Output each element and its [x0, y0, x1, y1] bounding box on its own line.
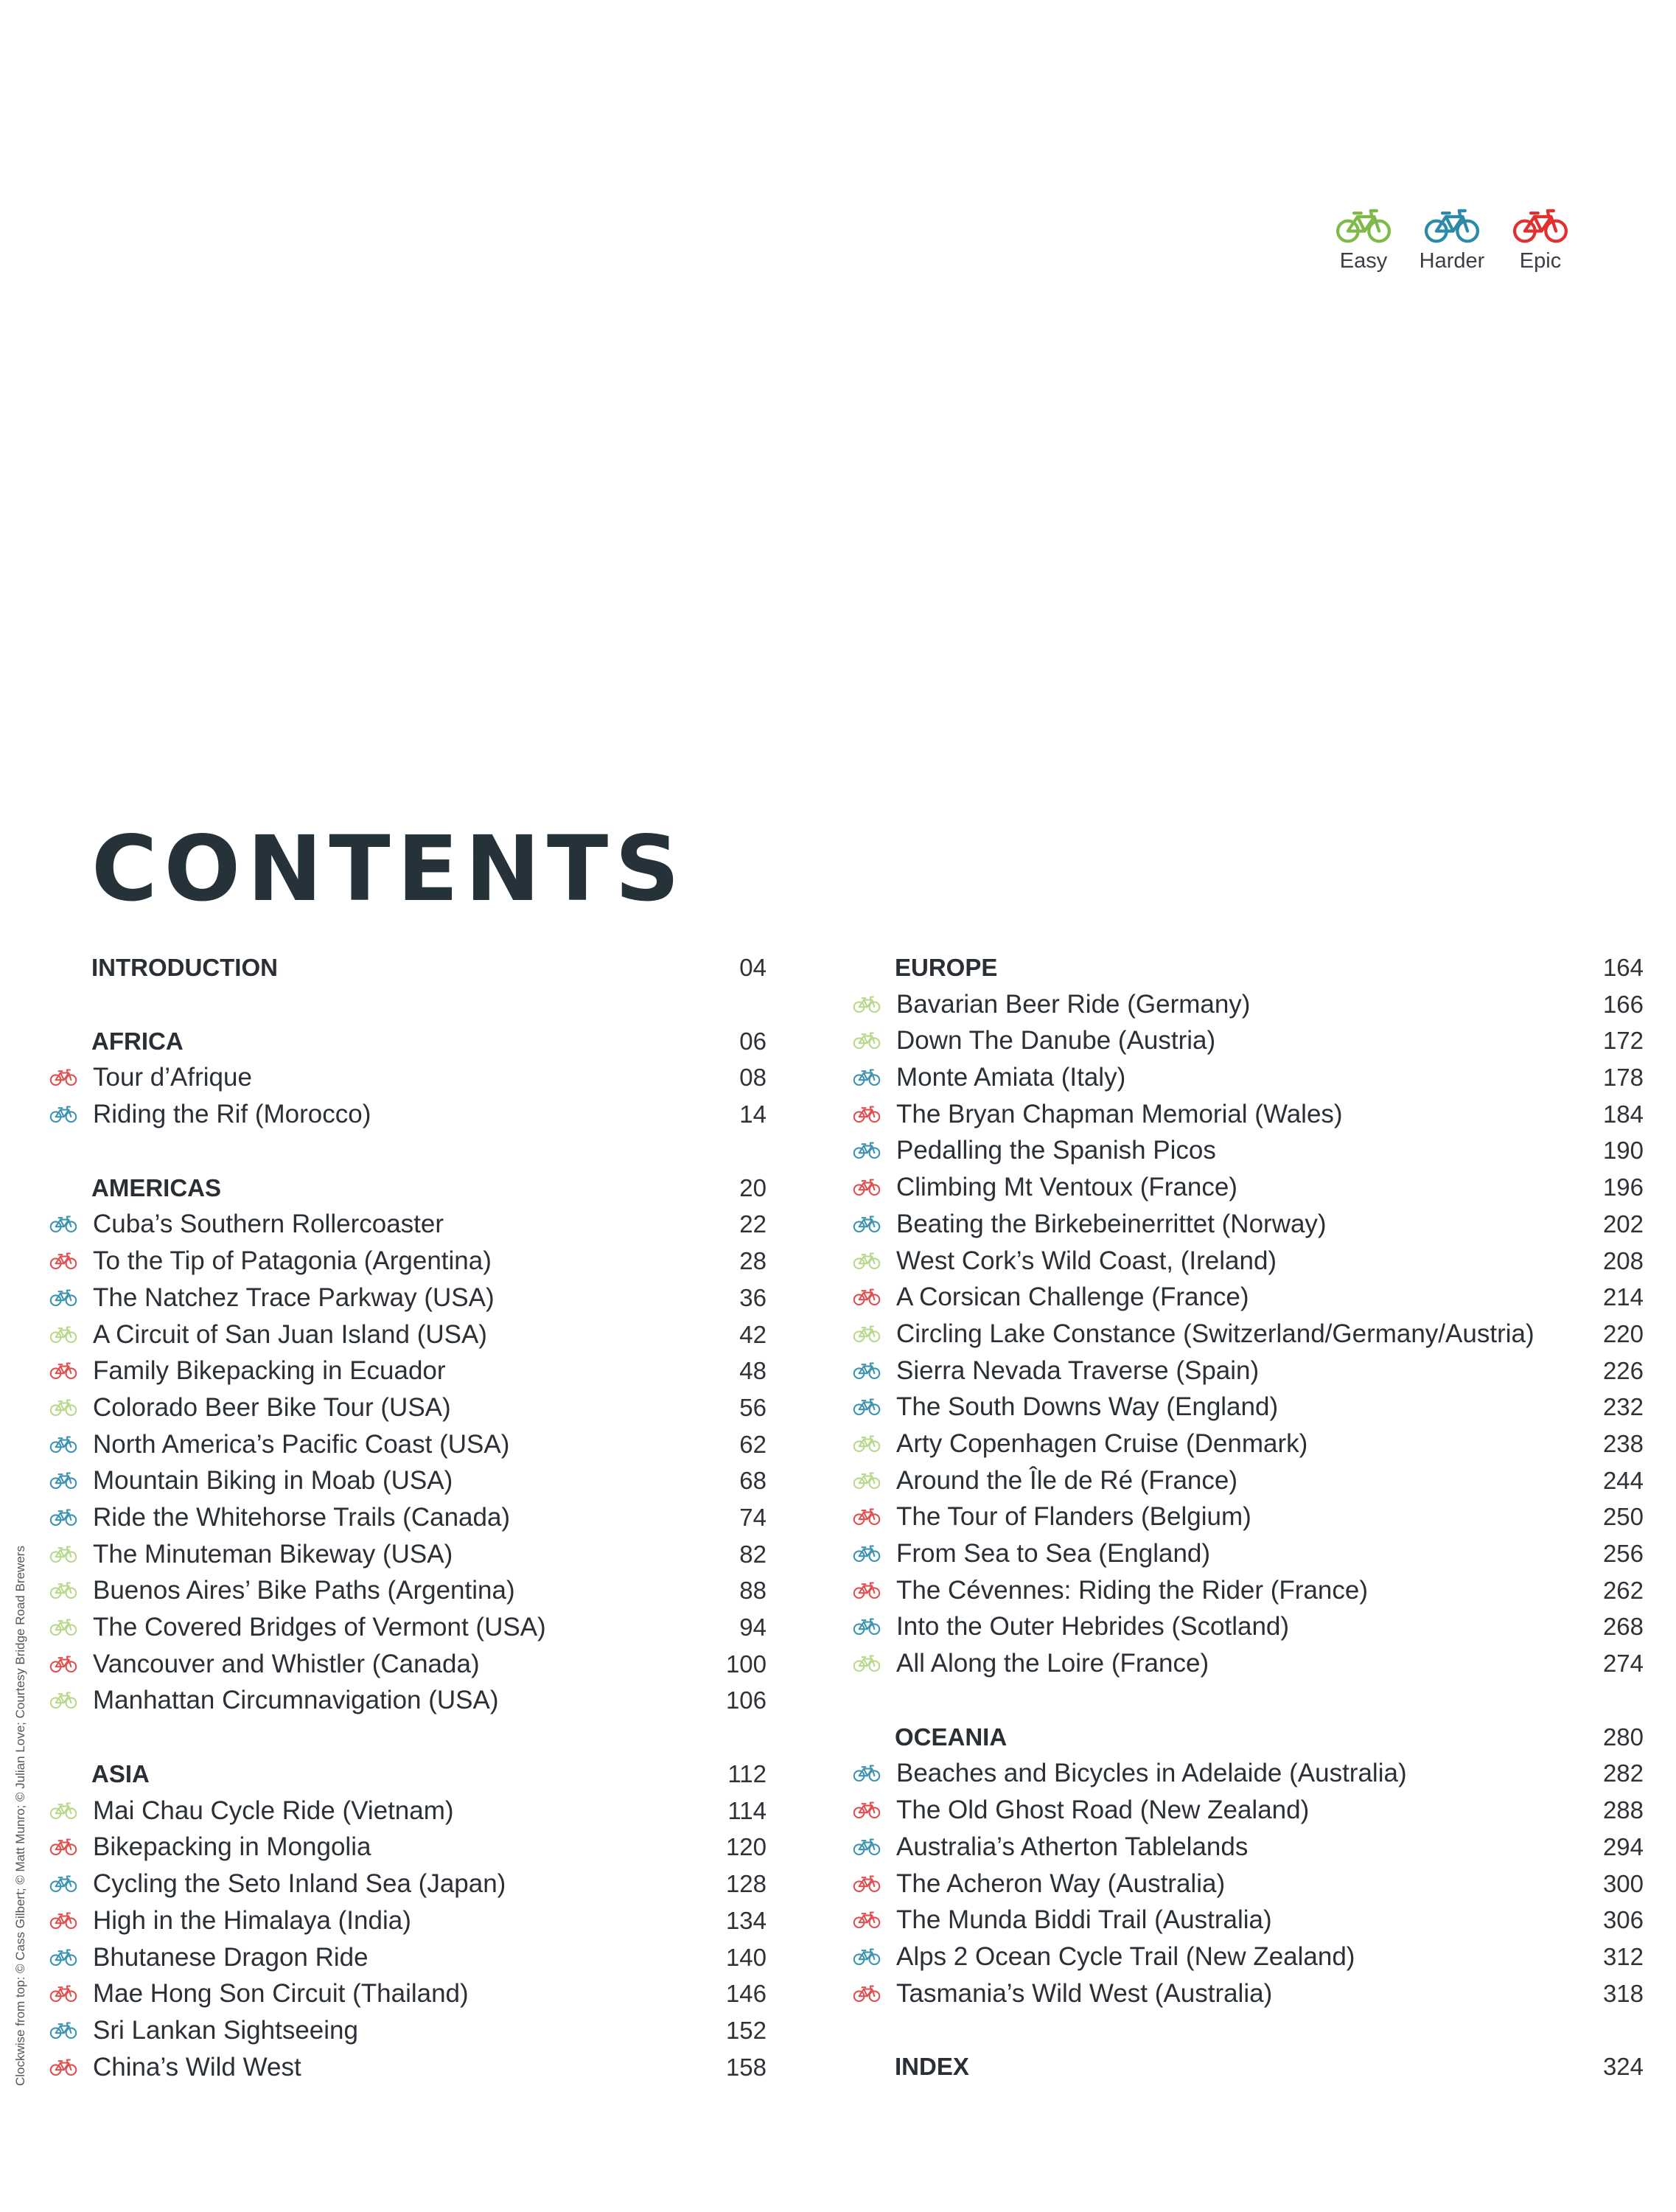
section-heading-row	[848, 2048, 1644, 2085]
toc-entry	[848, 1462, 1644, 1499]
page-number: 312	[1602, 1942, 1644, 1970]
bicycle-icon	[49, 1619, 78, 1636]
bicycle-icon	[49, 1985, 78, 2003]
bicycle-icon	[49, 2022, 78, 2040]
legend-label: Epic	[1519, 249, 1562, 273]
contents-column-right	[848, 949, 1644, 2122]
bicycle-icon	[49, 1362, 78, 1380]
toc-entry	[44, 1499, 767, 1536]
section-heading-row	[44, 949, 767, 986]
entry-title: Monte Amiata (Italy)	[896, 1063, 1126, 1092]
page-number: 152	[725, 2016, 767, 2044]
toc-entry	[44, 1316, 767, 1353]
toc-entry	[44, 1829, 767, 1866]
bicycle-icon	[852, 1325, 881, 1343]
bicycle-icon	[852, 1838, 881, 1856]
entry-title: A Circuit of San Juan Island (USA)	[93, 1319, 487, 1349]
bicycle-icon	[49, 1949, 78, 1967]
bicycle-icon	[852, 1398, 881, 1416]
bicycle-icon	[852, 1985, 881, 2003]
page-number: 04	[739, 954, 767, 981]
entry-title: The Bryan Chapman Memorial (Wales)	[896, 1099, 1343, 1128]
page-number: 158	[725, 2053, 767, 2081]
bicycle-icon	[852, 1106, 881, 1123]
entry-title: China’s Wild West	[93, 2052, 301, 2082]
entry-title: Down The Danube (Austria)	[896, 1026, 1216, 1056]
legend-easy	[1319, 208, 1408, 273]
page-number: 120	[725, 1833, 767, 1861]
entry-title: Mountain Biking in Moab (USA)	[93, 1466, 453, 1496]
toc-entry	[848, 1243, 1644, 1280]
toc-entry	[44, 1096, 767, 1133]
page-number: 94	[739, 1613, 767, 1641]
entry-title: Circling Lake Constance (Switzerland/Germany/Austria)	[896, 1319, 1534, 1348]
toc-entry	[848, 1316, 1644, 1353]
toc-entry	[44, 1793, 767, 1829]
bicycle-icon	[49, 1326, 78, 1344]
entry-title: Cuba’s Southern Rollercoaster	[93, 1210, 444, 1239]
entry-title: Bavarian Beer Ride (Germany)	[896, 989, 1251, 1019]
contents-section	[44, 1170, 767, 1719]
toc-entry	[848, 1792, 1644, 1829]
bicycle-icon	[852, 1435, 881, 1453]
page-number: 74	[739, 1503, 767, 1531]
difficulty-legend	[1319, 208, 1577, 289]
toc-entry	[848, 1059, 1644, 1096]
page-number: 288	[1602, 1796, 1644, 1824]
page-number: 280	[1602, 1723, 1644, 1751]
bicycle-icon	[852, 1582, 881, 1599]
bicycle-icon	[852, 1179, 881, 1196]
toc-entry	[848, 1353, 1644, 1389]
section-heading: AFRICA	[91, 1027, 184, 1055]
toc-entry	[848, 1022, 1644, 1059]
entry-title: Beaches and Bicycles in Adelaide (Australia)	[896, 1759, 1407, 1788]
section-heading-row	[44, 1756, 767, 1793]
toc-entry	[848, 1645, 1644, 1682]
entry-title: The Munda Biddi Trail (Australia)	[896, 1905, 1272, 1935]
entry-title: Manhattan Circumnavigation (USA)	[93, 1686, 499, 1715]
section-heading-row	[44, 1023, 767, 1060]
page-title: CONTENTS	[91, 817, 687, 921]
page-number: 68	[739, 1467, 767, 1495]
page-number: 128	[725, 1870, 767, 1898]
entry-title: The Tour of Flanders (Belgium)	[896, 1502, 1251, 1532]
contents-column-left	[44, 949, 767, 2122]
page-number: 172	[1602, 1027, 1644, 1055]
toc-entry	[44, 1389, 767, 1426]
toc-entry	[44, 1426, 767, 1463]
contents-section	[848, 2048, 1644, 2085]
page-number: 202	[1602, 1210, 1644, 1238]
bicycle-icon	[49, 2059, 78, 2076]
section-heading: OCEANIA	[895, 1723, 1008, 1751]
entry-title: High in the Himalaya (India)	[93, 1905, 411, 1935]
toc-entry	[848, 986, 1644, 1023]
bicycle-icon	[852, 1215, 881, 1233]
page-number: 220	[1602, 1319, 1644, 1347]
toc-entry	[44, 1059, 767, 1096]
bicycle-icon	[852, 1288, 881, 1306]
entry-title: The Covered Bridges of Vermont (USA)	[93, 1613, 546, 1641]
bicycle-icon	[49, 1692, 78, 1709]
bicycle-icon	[49, 1106, 78, 1123]
legend-label: Harder	[1419, 249, 1485, 273]
toc-entry	[848, 1169, 1644, 1206]
entry-title: The Cévennes: Riding the Rider (France)	[896, 1575, 1369, 1605]
page-number: 300	[1602, 1869, 1644, 1897]
contents-section	[848, 1719, 1644, 2012]
bicycle-icon	[852, 1911, 881, 1929]
bicycle-icon	[49, 1399, 78, 1417]
page-number: 08	[739, 1064, 767, 1092]
entry-title: West Cork’s Wild Coast, (Ireland)	[896, 1246, 1277, 1275]
page-number: 184	[1602, 1100, 1644, 1128]
toc-entry	[44, 1682, 767, 1719]
page-number: 100	[725, 1650, 767, 1678]
toc-entry	[44, 1902, 767, 1939]
entry-title: Tour d’Afrique	[93, 1063, 252, 1092]
bicycle-icon	[852, 1948, 881, 1966]
page-number: 318	[1602, 1979, 1644, 2007]
entry-title: A Corsican Challenge (France)	[896, 1283, 1249, 1312]
toc-entry	[848, 1132, 1644, 1169]
bicycle-icon	[49, 1838, 78, 1856]
page-number: 190	[1602, 1137, 1644, 1165]
bicycle-icon	[49, 1215, 78, 1233]
toc-entry	[44, 1462, 767, 1499]
entry-title: Arty Copenhagen Cruise (Denmark)	[896, 1428, 1308, 1458]
toc-entry	[44, 1975, 767, 2012]
entry-title: Beating the Birkebeinerrittet (Norway)	[896, 1209, 1327, 1238]
page-number: 112	[727, 1760, 767, 1788]
bicycle-icon	[49, 1252, 78, 1270]
page-number: 324	[1602, 2053, 1644, 2081]
bicycle-icon	[1408, 208, 1496, 245]
page-number: 166	[1602, 990, 1644, 1018]
bicycle-icon	[852, 1362, 881, 1380]
entry-title: Mai Chau Cycle Ride (Vietnam)	[93, 1796, 454, 1825]
toc-entry	[848, 1206, 1644, 1243]
section-heading: AMERICAS	[91, 1173, 222, 1201]
contents-section	[848, 949, 1644, 1682]
toc-entry	[44, 1243, 767, 1280]
entry-title: Ride the Whitehorse Trails (Canada)	[93, 1502, 511, 1532]
bicycle-icon	[852, 1801, 881, 1819]
page-number: 62	[739, 1430, 767, 1458]
toc-entry	[44, 1280, 767, 1316]
entry-title: Climbing Mt Ventoux (France)	[896, 1173, 1237, 1202]
bicycle-icon	[852, 1472, 881, 1490]
page-number: 256	[1602, 1540, 1644, 1567]
section-heading: INTRODUCTION	[91, 954, 278, 981]
bicycle-icon	[852, 1142, 881, 1159]
entry-title: To the Tip of Patagonia (Argentina)	[93, 1246, 492, 1276]
toc-entry	[44, 2012, 767, 2049]
page-number: 14	[739, 1100, 767, 1128]
page-number: 232	[1602, 1393, 1644, 1421]
page-number: 196	[1602, 1173, 1644, 1201]
bicycle-icon	[49, 1912, 78, 1930]
entry-title: Australia’s Atherton Tablelands	[896, 1832, 1249, 1861]
toc-entry	[848, 1498, 1644, 1535]
page-number: 294	[1602, 1832, 1644, 1860]
bicycle-icon	[49, 1655, 78, 1673]
page-number: 134	[725, 1906, 767, 1934]
toc-entry	[44, 1609, 767, 1646]
page-number: 164	[1602, 954, 1644, 981]
bicycle-icon	[49, 1582, 78, 1599]
bicycle-icon	[852, 1875, 881, 1893]
page-number: 178	[1602, 1064, 1644, 1092]
contents-section	[44, 949, 767, 986]
page-number: 06	[739, 1027, 767, 1055]
bicycle-icon	[852, 1655, 881, 1672]
page-number: 106	[725, 1686, 767, 1714]
toc-entry	[848, 1426, 1644, 1462]
toc-entry	[44, 2049, 767, 2086]
entry-title: Alps 2 Ocean Cycle Trail (New Zealand)	[896, 1941, 1355, 1971]
bicycle-icon	[49, 1069, 78, 1086]
toc-entry	[848, 1829, 1644, 1866]
entry-title: The Old Ghost Road (New Zealand)	[896, 1796, 1310, 1825]
page-number: 244	[1602, 1466, 1644, 1494]
toc-entry	[44, 1646, 767, 1683]
toc-entry	[848, 1975, 1644, 2012]
page-number: 36	[739, 1283, 767, 1311]
entry-title: The South Downs Way (England)	[896, 1392, 1279, 1422]
entry-title: Into the Outer Hebrides (Scotland)	[896, 1612, 1290, 1641]
entry-title: Buenos Aires’ Bike Paths (Argentina)	[93, 1576, 515, 1605]
toc-entry	[848, 1535, 1644, 1572]
legend-harder	[1408, 208, 1496, 273]
toc-entry	[848, 1608, 1644, 1645]
legend-epic	[1496, 208, 1585, 273]
section-heading: INDEX	[895, 2053, 969, 2081]
page-number: 262	[1602, 1576, 1644, 1604]
entry-title: North America’s Pacific Coast (USA)	[93, 1429, 510, 1459]
page-number: 22	[739, 1210, 767, 1238]
entry-title: Sierra Nevada Traverse (Spain)	[896, 1356, 1260, 1385]
entry-title: Colorado Beer Bike Tour (USA)	[93, 1392, 451, 1422]
entry-title: Pedalling the Spanish Picos	[896, 1136, 1216, 1165]
entry-title: Cycling the Seto Inland Sea (Japan)	[93, 1869, 506, 1899]
bicycle-icon	[1496, 208, 1585, 245]
section-heading-row	[44, 1170, 767, 1207]
bicycle-icon	[852, 1252, 881, 1270]
entry-title: Tasmania’s Wild West (Australia)	[896, 1978, 1273, 2008]
toc-entry	[44, 1866, 767, 1902]
toc-entry	[44, 1939, 767, 1976]
section-heading-row	[848, 1719, 1644, 1756]
toc-entry	[44, 1206, 767, 1243]
toc-entry	[44, 1572, 767, 1609]
toc-entry	[848, 1939, 1644, 1975]
legend-label: Easy	[1339, 249, 1388, 273]
entry-title: The Acheron Way (Australia)	[896, 1869, 1226, 1898]
bicycle-icon	[852, 1508, 881, 1526]
contents-section	[44, 1023, 767, 1133]
photo-credit: Clockwise from top: © Cass Gilbert; © Matt Munro; © Julian Love; Courtesy Bridge Road Brewers	[13, 1546, 27, 2086]
page-number: 238	[1602, 1429, 1644, 1457]
page-number: 146	[725, 1980, 767, 2008]
bicycle-icon	[852, 1545, 881, 1563]
entry-title: Bikepacking in Mongolia	[93, 1832, 371, 1862]
bicycle-icon	[852, 1069, 881, 1086]
section-heading-row	[848, 949, 1644, 986]
contents-section	[44, 1756, 767, 2085]
entry-title: The Natchez Trace Parkway (USA)	[93, 1283, 495, 1312]
page-number: 56	[739, 1393, 767, 1421]
page-number: 282	[1602, 1759, 1644, 1787]
page-number: 140	[725, 1943, 767, 1971]
entry-title: Vancouver and Whistler (Canada)	[93, 1649, 480, 1678]
toc-entry	[848, 1389, 1644, 1426]
bicycle-icon	[49, 1289, 78, 1307]
bicycle-icon	[852, 1618, 881, 1636]
page-number: 274	[1602, 1650, 1644, 1678]
page-number: 20	[739, 1173, 767, 1201]
entry-title: Riding the Rif (Morocco)	[93, 1100, 371, 1129]
section-heading: EUROPE	[895, 954, 998, 981]
page-number: 306	[1602, 1906, 1644, 1934]
bicycle-icon	[49, 1802, 78, 1820]
page-number: 268	[1602, 1613, 1644, 1641]
entry-title: Sri Lankan Sightseeing	[93, 2015, 358, 2045]
bicycle-icon	[49, 1546, 78, 1563]
page-number: 48	[739, 1357, 767, 1385]
toc-entry	[848, 1902, 1644, 1939]
bicycle-icon	[49, 1509, 78, 1527]
entry-title: Around the Île de Ré (France)	[896, 1465, 1238, 1495]
page-number: 214	[1602, 1283, 1644, 1311]
bicycle-icon	[49, 1472, 78, 1490]
toc-entry	[848, 1755, 1644, 1792]
toc-entry	[848, 1096, 1644, 1133]
toc-entry	[848, 1866, 1644, 1902]
bicycle-icon	[852, 1765, 881, 1782]
page-number: 226	[1602, 1356, 1644, 1384]
entry-title: Mae Hong Son Circuit (Thailand)	[93, 1979, 469, 2009]
page-number: 208	[1602, 1246, 1644, 1274]
page-number: 28	[739, 1247, 767, 1275]
entry-title: From Sea to Sea (England)	[896, 1539, 1211, 1568]
entry-title: Bhutanese Dragon Ride	[93, 1942, 369, 1972]
page-number: 250	[1602, 1503, 1644, 1531]
bicycle-icon	[49, 1436, 78, 1454]
page-number: 82	[739, 1540, 767, 1568]
toc-entry	[44, 1353, 767, 1389]
page-number: 42	[739, 1320, 767, 1348]
entry-title: Family Bikepacking in Ecuador	[93, 1356, 446, 1386]
bicycle-icon	[1319, 208, 1408, 245]
entry-title: All Along the Loire (France)	[896, 1649, 1209, 1678]
page-number: 114	[727, 1796, 767, 1824]
toc-entry	[44, 1536, 767, 1573]
page-number: 88	[739, 1577, 767, 1605]
section-heading: ASIA	[91, 1760, 150, 1788]
bicycle-icon	[852, 996, 881, 1013]
bicycle-icon	[852, 1032, 881, 1050]
toc-entry	[848, 1572, 1644, 1609]
toc-entry	[848, 1279, 1644, 1316]
entry-title: The Minuteman Bikeway (USA)	[93, 1539, 453, 1569]
bicycle-icon	[49, 1875, 78, 1893]
